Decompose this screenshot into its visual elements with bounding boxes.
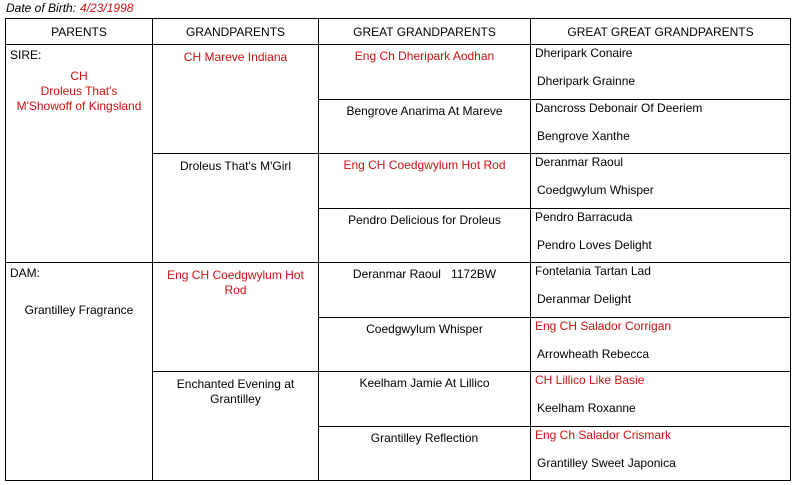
date-of-birth xyxy=(6,1,133,15)
sire-role-label: SIRE: xyxy=(10,48,42,62)
dam-gggp-ss-sire: Fontelania Tartan Lad xyxy=(535,264,651,278)
dam-cell xyxy=(6,263,153,481)
sire-name xyxy=(6,69,152,114)
sire-gggp-dd-sire: Pendro Barracuda xyxy=(535,209,633,224)
header-great-grandparents: GREAT GRANDPARENTS xyxy=(319,19,531,45)
sire-gggp-ss-sire: Dheripark Conaire xyxy=(535,46,633,60)
dam-granddam-name-line1: Enchanted Evening at xyxy=(176,377,295,391)
sire-gggp-sd-cell xyxy=(531,99,791,154)
sire-ggp-ds-cell xyxy=(319,154,531,209)
dam-grandsire-name-line1: Eng CH Coedgwylum Hot xyxy=(167,268,304,282)
dam-gggp-sd-cell xyxy=(531,317,791,372)
sire-ggp-sd-name: Bengrove Anarima At Mareve xyxy=(346,103,503,118)
dam-gggp-ds-dam: Keelham Roxanne xyxy=(537,401,636,415)
sire-grandsire-cell xyxy=(153,45,319,154)
dam-gggp-ss-cell xyxy=(531,263,791,318)
sire-cell xyxy=(6,45,153,263)
sire-title: CH xyxy=(70,69,88,83)
sire-ggp-dd-cell xyxy=(319,208,531,263)
date-of-birth-label: Date of Birth: xyxy=(6,1,77,15)
dam-gggp-ds-sire: CH Lillico Like Basie xyxy=(535,373,645,387)
dam-ggp-ss-name: Deranmar Raoul 1172BW xyxy=(352,267,497,281)
sire-ggp-dd-name: Pendro Delicious for Droleus xyxy=(348,212,501,227)
dam-name: Grantilley Fragrance xyxy=(24,303,134,317)
dam-ggp-dd-name: Grantilley Reflection xyxy=(370,430,479,445)
dam-role-label: DAM: xyxy=(10,266,40,280)
dam-granddam-name xyxy=(153,372,318,407)
sire-gggp-ss-cell xyxy=(531,45,791,100)
sire-gggp-sd-sire: Dancross Debonair Of Deeriem xyxy=(535,100,703,115)
sire-gggp-sd-dam: Bengrove Xanthe xyxy=(537,128,630,143)
header-grandparents: GRANDPARENTS xyxy=(153,19,319,45)
dam-gggp-ss-dam: Deranmar Delight xyxy=(537,292,632,306)
dam-granddam-cell xyxy=(153,372,319,481)
sire-ggp-sd-cell xyxy=(319,99,531,154)
sire-ggp-ds-name: Eng CH Coedgwylum Hot Rod xyxy=(343,158,506,172)
sire-gggp-dd-dam: Pendro Loves Delight xyxy=(537,237,652,252)
dam-ggp-ds-cell xyxy=(319,372,531,427)
dam-gggp-sd-dam: Arrowheath Rebecca xyxy=(537,346,650,361)
dam-gggp-sd-sire: Eng CH Salador Corrigan xyxy=(535,318,672,333)
sire-gggp-ds-cell xyxy=(531,154,791,209)
dam-grandsire-cell xyxy=(153,263,319,372)
dam-gggp-dd-cell xyxy=(531,426,791,481)
sire-gggp-dd-cell xyxy=(531,208,791,263)
sire-name-line2: M'Showoff of Kingsland xyxy=(16,99,142,113)
sire-gggp-ds-dam: Coedgwylum Whisper xyxy=(537,183,654,197)
sire-ggp-ss-name: Eng Ch Dheripark Aodhan xyxy=(354,49,495,63)
dam-ggp-dd-cell xyxy=(319,426,531,481)
dam-grandsire-name-line2: Rod xyxy=(224,283,247,297)
sire-granddam-cell xyxy=(153,154,319,263)
dam-ggp-ds-name: Keelham Jamie At Lillico xyxy=(359,376,490,390)
sire-granddam-name: Droleus That's M'Girl xyxy=(179,159,292,173)
sire-name-line1: Droleus That's xyxy=(40,84,118,98)
dam-ggp-sd-name: Coedgwylum Whisper xyxy=(366,321,483,336)
pedigree-table xyxy=(5,18,791,481)
header-parents: PARENTS xyxy=(6,19,153,45)
dam-gggp-dd-sire: Eng Ch Salador Crismark xyxy=(535,427,672,442)
dam-gggp-dd-dam: Grantilley Sweet Japonica xyxy=(537,455,676,470)
sire-gggp-ss-dam: Dheripark Grainne xyxy=(537,74,636,88)
dam-ggp-sd-cell xyxy=(319,317,531,372)
dam-ggp-ss-cell xyxy=(319,263,531,318)
sire-grandsire-name: CH Mareve Indiana xyxy=(183,50,288,64)
dam-grandsire-name xyxy=(153,263,318,298)
dam-granddam-name-line2: Grantilley xyxy=(210,392,261,406)
header-great-great-grandparents: GREAT GREAT GRANDPARENTS xyxy=(531,19,791,45)
dam-gggp-ds-cell xyxy=(531,372,791,427)
header-row xyxy=(6,19,791,45)
sire-gggp-ds-sire: Deranmar Raoul xyxy=(535,155,624,169)
sire-ggp-ss-cell xyxy=(319,45,531,100)
date-of-birth-value: 4/23/1998 xyxy=(80,1,134,15)
